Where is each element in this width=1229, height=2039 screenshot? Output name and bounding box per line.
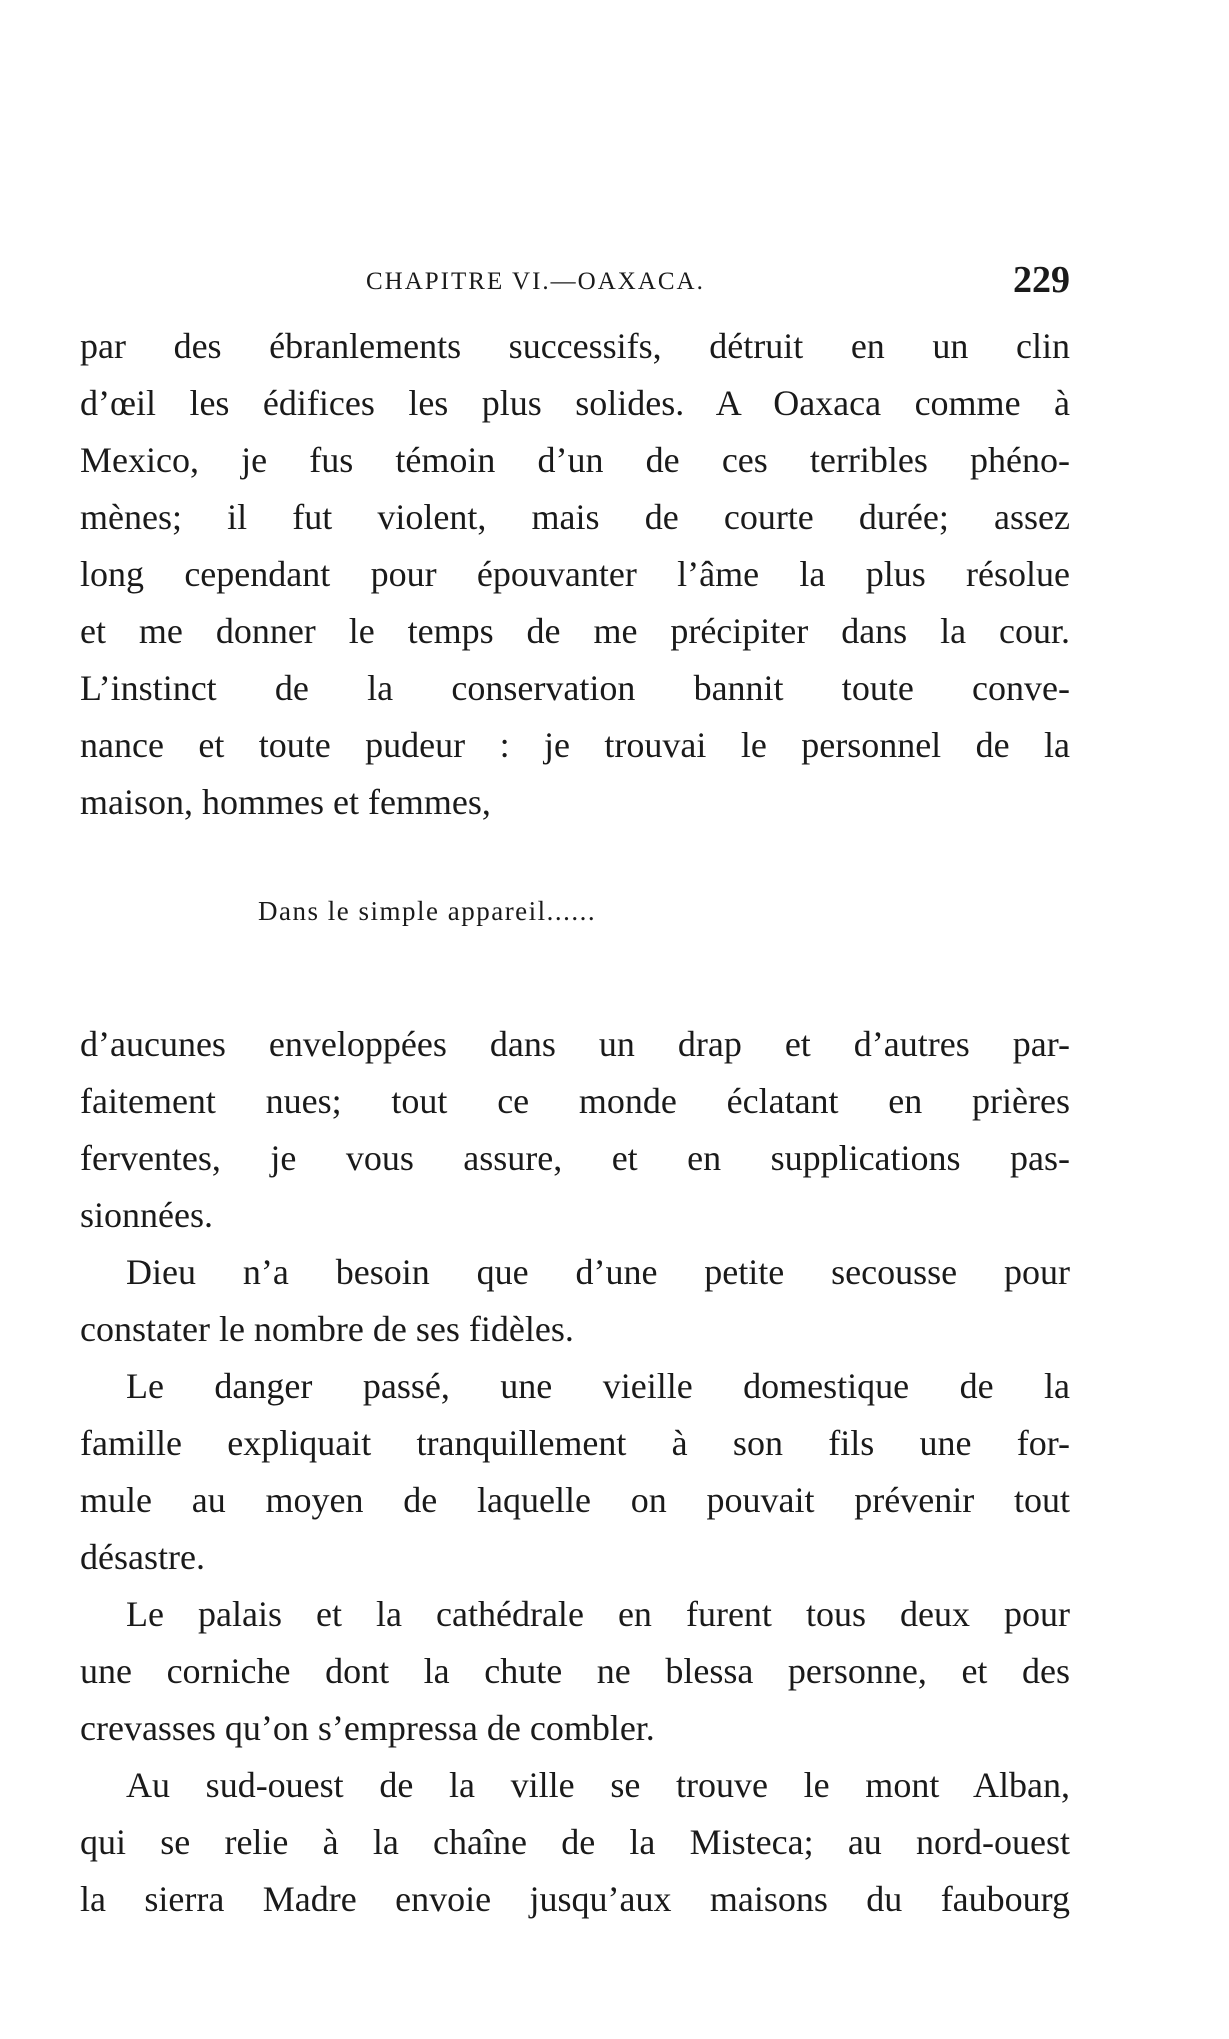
paragraph-4 bbox=[80, 1358, 1070, 1586]
paragraph-6 bbox=[80, 1757, 1070, 1928]
text-line: nance et toute pudeur : je trouvai le personnel de la bbox=[80, 725, 1070, 765]
text-line: crevasses qu’on s’empressa de combler. bbox=[80, 1708, 655, 1748]
text-line: maison, hommes et femmes, bbox=[80, 782, 491, 822]
paragraph-3 bbox=[80, 1244, 1070, 1358]
text-line: mènes; il fut violent, mais de courte durée; assez bbox=[80, 497, 1070, 537]
text-line: mule au moyen de laquelle on pouvait prévenir tout bbox=[80, 1480, 1070, 1520]
text-line: d’œil les édifices les plus solides. A Oaxaca comme à bbox=[80, 383, 1070, 423]
text-line: Dieu n’a besoin que d’une petite secousse pour bbox=[126, 1252, 1070, 1292]
text-line: L’instinct de la conservation bannit toute conve- bbox=[80, 668, 1070, 708]
text-line: par des ébranlements successifs, détruit en un clin bbox=[80, 326, 1070, 366]
text-line: la sierra Madre envoie jusqu’aux maisons du faubourg bbox=[80, 1879, 1070, 1919]
paragraph-5 bbox=[80, 1586, 1070, 1757]
text-line: famille expliquait tranquillement à son fils une for- bbox=[80, 1423, 1070, 1463]
text-line: qui se relie à la chaîne de la Misteca; au nord-ouest bbox=[80, 1822, 1070, 1862]
text-line: désastre. bbox=[80, 1537, 205, 1577]
text-line: constater le nombre de ses fidèles. bbox=[80, 1309, 574, 1349]
text-line: une corniche dont la chute ne blessa personne, et des bbox=[80, 1651, 1070, 1691]
text-line: Mexico, je fus témoin d’un de ces terribles phéno- bbox=[80, 440, 1070, 480]
running-header bbox=[80, 258, 1070, 308]
text-line: ferventes, je vous assure, et en supplications pas- bbox=[80, 1138, 1070, 1178]
text-line: d’aucunes enveloppées dans un drap et d’autres par- bbox=[80, 1024, 1070, 1064]
text-line: Le palais et la cathédrale en furent tous deux pour bbox=[126, 1594, 1070, 1634]
paragraph-1 bbox=[80, 318, 1070, 831]
running-title: CHAPITRE VI.—OAXACA. bbox=[366, 268, 705, 295]
text-line: long cependant pour épouvanter l’âme la plus résolue bbox=[80, 554, 1070, 594]
paragraph-2 bbox=[80, 1016, 1070, 1244]
text-line: Au sud-ouest de la ville se trouve le mont Alban, bbox=[126, 1765, 1070, 1805]
text-line: et me donner le temps de me précipiter dans la cour. bbox=[80, 611, 1070, 651]
verse-quote: Dans le simple appareil...... bbox=[258, 896, 597, 926]
text-line: faitement nues; tout ce monde éclatant en prières bbox=[80, 1081, 1070, 1121]
text-line: sionnées. bbox=[80, 1195, 213, 1235]
page-number: 229 bbox=[1013, 259, 1070, 301]
text-line: Le danger passé, une vieille domestique de la bbox=[126, 1366, 1070, 1406]
